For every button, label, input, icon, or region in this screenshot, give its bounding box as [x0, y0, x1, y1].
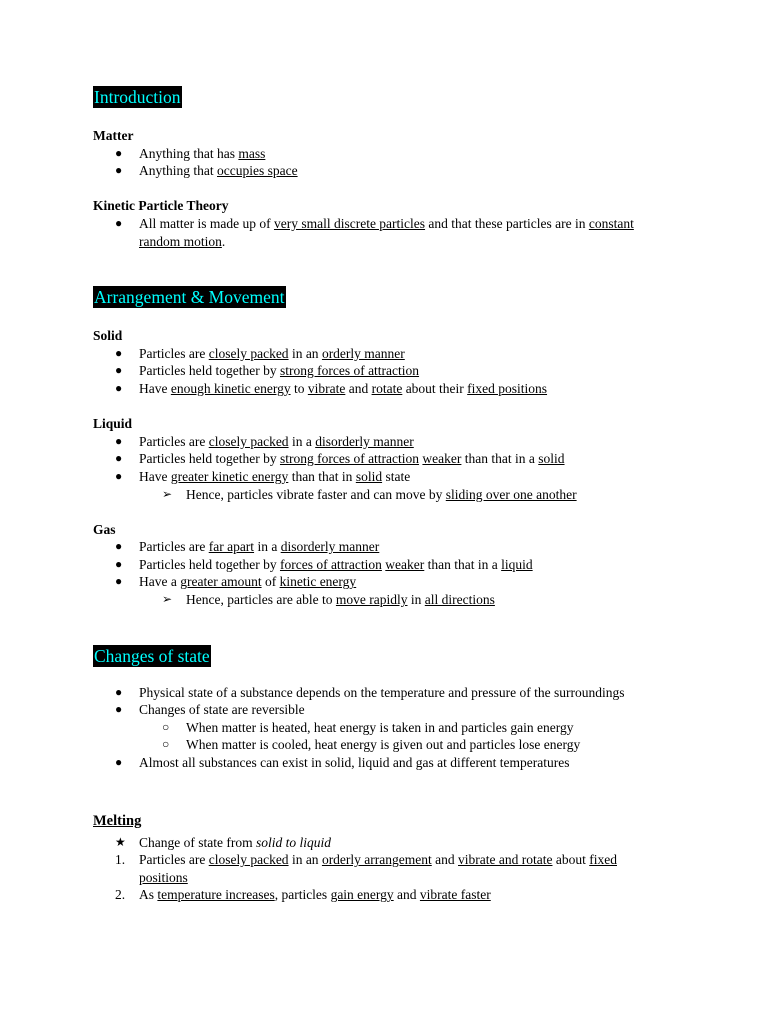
bullet-icon: ● [115, 556, 123, 571]
solid-list [93, 345, 668, 398]
bullet-icon: ● [115, 345, 123, 360]
heading-arrangement-movement: Arrangement & Movement [94, 287, 285, 308]
bullet-icon: ● [115, 433, 123, 448]
list-item: ● Particles are far apart in a disorderly manner [115, 539, 380, 555]
list-item: ● Particles held together by forces of attraction weaker than that in a liquid [115, 556, 533, 572]
list-item: ★ Change of state from solid to liquid [115, 834, 331, 850]
subheading-gas: Gas [93, 521, 116, 537]
list-item: ● Physical state of a substance depends on the temperature and pressure of the surroundings [115, 684, 625, 700]
subheading-matter: Matter [93, 128, 134, 143]
sub-list-item: ○ When matter is cooled, heat energy is given out and particles lose energy [162, 737, 581, 753]
numbered-item: 1. Particles are closely packed in an orderly arrangement and vibrate and rotate about fixed positions [115, 852, 617, 885]
matter-list [93, 145, 668, 180]
list-item: ● Anything that has mass [115, 145, 266, 161]
circle-bullet-icon: ○ [162, 737, 170, 752]
list-item: ● Changes of state are reversible [115, 702, 305, 718]
changes-list [93, 684, 668, 772]
heading-introduction: Introduction [94, 87, 181, 107]
bullet-icon: ● [115, 539, 123, 554]
list-item: ● Have enough kinetic energy to vibrate and rotate about their fixed positions [115, 380, 548, 396]
bullet-icon: ● [115, 755, 123, 770]
list-item: ● Have a greater amount of kinetic energy [115, 574, 357, 590]
kpt-list [93, 215, 668, 250]
bullet-icon: ● [115, 468, 123, 483]
sub-list-item: ○ When matter is heated, heat energy is taken in and particles gain energy [162, 719, 574, 735]
list-item: ● Anything that occupies space [115, 163, 298, 179]
numbered-item: 2. As temperature increases, particles gain energy and vibrate faster [115, 887, 491, 903]
list-item: ● All matter is made up of very small discrete particles and that these particles are in constant random motion. [115, 215, 634, 249]
list-item: ● Particles held together by strong forces of attraction weaker than that in a solid [115, 451, 565, 467]
bullet-icon: ● [115, 451, 123, 466]
subheading-liquid: Liquid [93, 416, 133, 432]
subheading-melting: Melting [93, 812, 142, 829]
document-page [93, 86, 668, 904]
gas-list [93, 538, 668, 608]
arrow-bullet-icon: ➢ [162, 486, 173, 501]
bullet-icon: ● [115, 574, 123, 589]
bullet-icon: ● [115, 215, 123, 230]
heading-changes-of-state: Changes of state [94, 645, 210, 666]
bullet-icon: ● [115, 380, 123, 395]
list-item: ● Particles are closely packed in a disorderly manner [115, 433, 414, 449]
list-item: ● Particles are closely packed in an orderly manner [115, 345, 405, 361]
list-item: ● Have greater kinetic energy than that in solid state [115, 468, 411, 484]
sub-list-item: ➢ Hence, particles are able to move rapidly in all directions [162, 592, 495, 608]
subheading-kinetic-particle-theory: Kinetic Particle Theory [93, 198, 229, 214]
bullet-icon: ● [115, 702, 123, 717]
bullet-icon: ● [115, 163, 123, 178]
arrow-bullet-icon: ➢ [162, 592, 173, 607]
bullet-icon: ● [115, 145, 123, 160]
subheading-solid: Solid [93, 328, 123, 344]
bullet-icon: ● [115, 363, 123, 378]
melting-list [93, 834, 668, 904]
list-item: ● Almost all substances can exist in solid, liquid and gas at different temperatures [115, 755, 570, 771]
bullet-icon: ● [115, 684, 123, 699]
circle-bullet-icon: ○ [162, 719, 170, 734]
liquid-list [93, 433, 668, 503]
list-item: ● Particles held together by strong forces of attraction [115, 363, 420, 379]
sub-list-item: ➢ Hence, particles vibrate faster and can move by sliding over one another [162, 486, 577, 502]
star-bullet-icon: ★ [115, 834, 126, 849]
